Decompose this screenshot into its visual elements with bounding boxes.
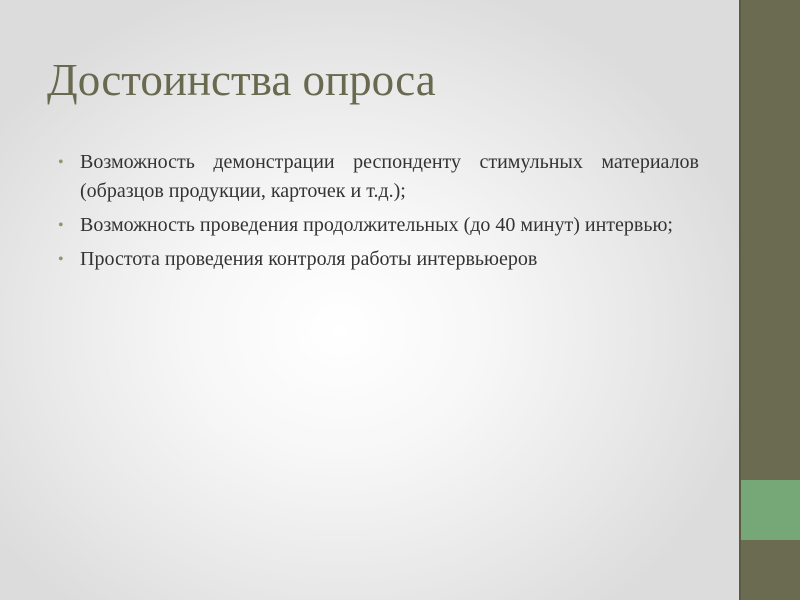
bullet-dot-icon: •: [58, 251, 64, 268]
bullet-text: Возможность демонстрации респонденту стимульных материалов (образцов продукции, карточек и т.д.);: [80, 151, 699, 202]
slide-title: Достоинства опроса: [47, 55, 436, 105]
accent-block: [741, 480, 800, 540]
bullet-text: Возможность проведения продолжительных (до 40 минут) интервью;: [80, 214, 673, 236]
bullet-item: [58, 245, 699, 274]
bullet-item: [58, 211, 699, 240]
bullet-dot-icon: •: [58, 154, 64, 171]
bullet-item: [58, 148, 699, 206]
bullet-list: [58, 148, 699, 279]
bullet-text: Простота проведения контроля работы интервьюеров: [80, 248, 538, 270]
bullet-dot-icon: •: [58, 217, 64, 234]
